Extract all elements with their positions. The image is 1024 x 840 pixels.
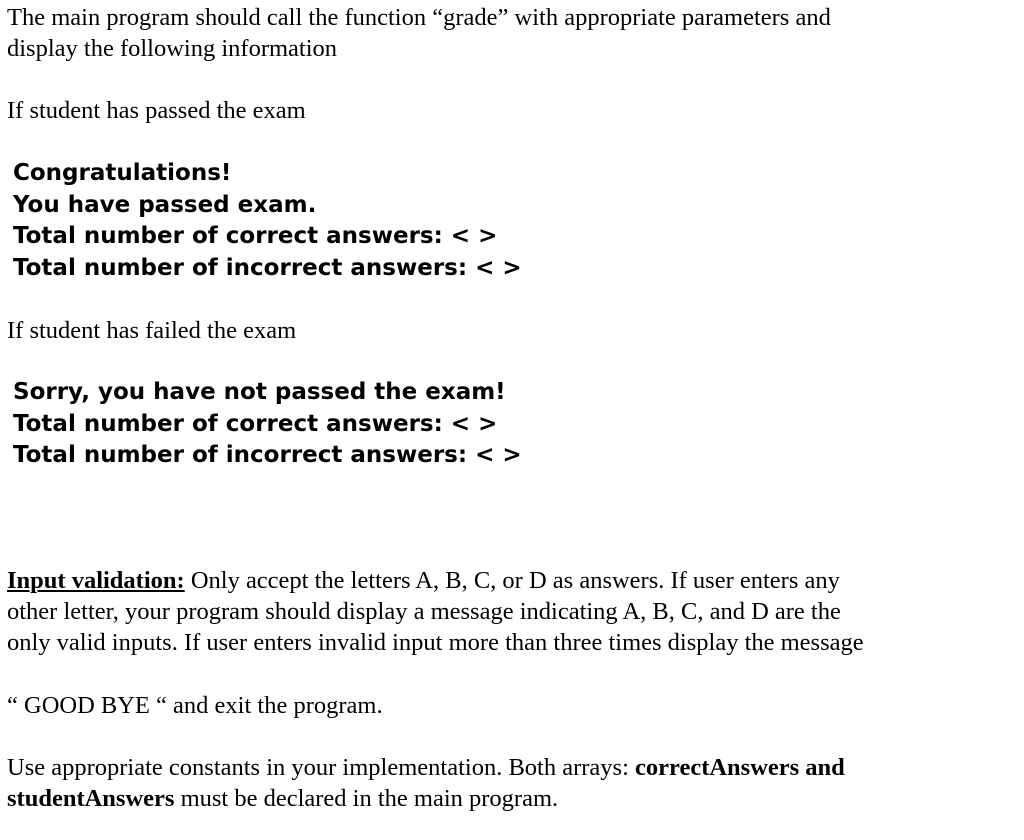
failed-output-line: Total number of correct answers: < > <box>13 410 498 437</box>
failed-output-line: Total number of incorrect answers: < > <box>13 442 522 468</box>
intro-paragraph <box>7 2 979 64</box>
failed-output-line: Sorry, you have not passed the exam! <box>13 379 506 405</box>
input-validation-label: Input validation: <box>7 567 185 594</box>
intro-line-2: display the following information <box>7 35 338 62</box>
validation-line-1-text: Only accept the letters A, B, C, or D as answers. If user enters any <box>184 567 840 594</box>
constants-line-1-text: Use appropriate constants in your implementation. Both arrays: <box>7 754 636 781</box>
passed-heading: If student has passed the exam <box>7 97 306 124</box>
student-answers-keyword: studentAnswers <box>7 785 175 812</box>
failed-heading: If student has failed the exam <box>7 317 297 344</box>
passed-output-line: Total number of incorrect answers: < > <box>13 254 522 281</box>
constants-line-2 <box>7 783 979 814</box>
validation-line-1 <box>7 565 979 596</box>
failed-output <box>13 377 522 472</box>
validation-line-3: only valid inputs. If user enters invalid input more than three times display the message <box>7 629 864 656</box>
passed-output-line: Total number of correct answers: < > <box>13 223 498 249</box>
input-validation-paragraph <box>7 565 979 658</box>
passed-output <box>13 158 522 284</box>
validation-line-2: other letter, your program should display a message indicating A, B, C, and D are the <box>7 598 841 625</box>
passed-output-line: You have passed exam. <box>13 191 317 218</box>
constants-line-1 <box>7 752 979 783</box>
intro-line-1: The main program should call the function “grade” with appropriate parameters and <box>7 4 831 31</box>
goodbye-line: “ GOOD BYE “ and exit the program. <box>7 692 383 719</box>
passed-output-line: Congratulations! <box>13 160 232 186</box>
correct-answers-keyword: correctAnswers and <box>635 754 845 781</box>
constants-line-2-text: must be declared in the main program. <box>174 785 559 812</box>
constants-paragraph <box>7 752 979 814</box>
